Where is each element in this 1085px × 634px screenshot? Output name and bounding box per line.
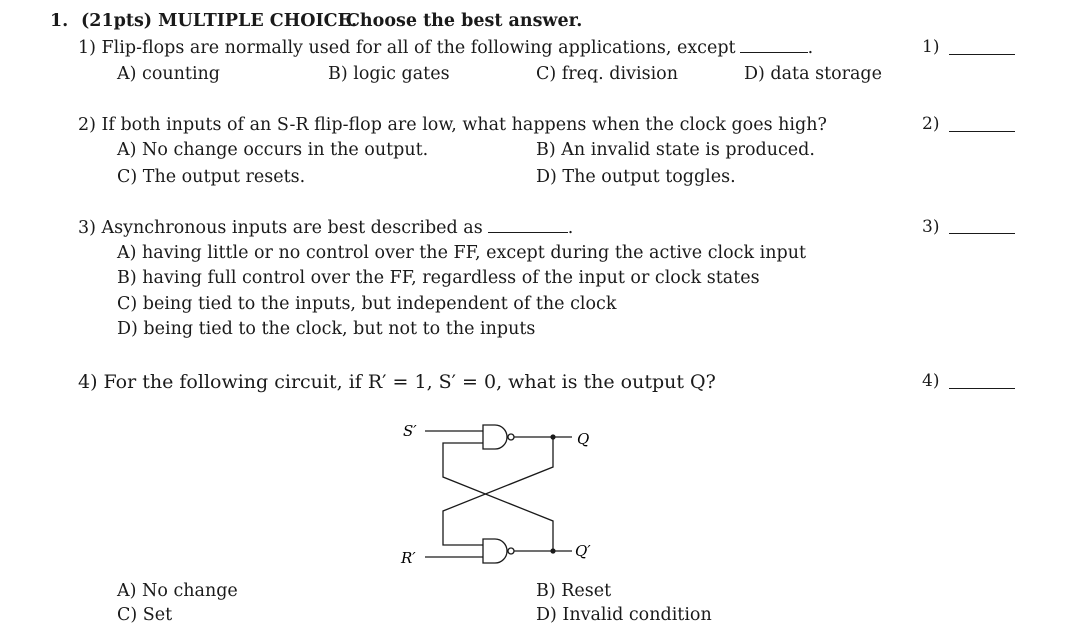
question-2-stem: 2) If both inputs of an S-R flip-flop are low, what happens when the clock goes high? xyxy=(78,115,827,135)
label-s-prime: S′ xyxy=(403,422,417,440)
nand-gate-bottom xyxy=(483,539,507,563)
question-2-option-a: A) No change occurs in the output. xyxy=(117,140,429,160)
question-4-option-d: D) Invalid condition xyxy=(536,605,712,625)
question-1-option-c: C) freq. division xyxy=(536,64,678,84)
question-1-stem-text: 1) Flip-flops are normally used for all of the following applications, except xyxy=(78,38,736,58)
question-1-option-a: A) counting xyxy=(117,64,221,84)
question-3-option-c: C) being tied to the inputs, but independent of the clock xyxy=(117,294,617,314)
answer-line-2[interactable] xyxy=(949,131,1015,132)
question-1-option-d: D) data storage xyxy=(744,64,882,84)
answer-line-1[interactable] xyxy=(949,54,1015,55)
question-1-stem-suffix: . xyxy=(807,38,814,58)
section-instruction: Choose the best answer. xyxy=(346,11,583,31)
label-q: Q xyxy=(577,430,590,448)
question-4-option-a: A) No change xyxy=(117,581,238,601)
answer-label-1: 1) xyxy=(922,37,940,57)
question-2-option-b: B) An invalid state is produced. xyxy=(536,140,815,160)
question-3-blank xyxy=(488,217,568,233)
answer-line-4[interactable] xyxy=(949,388,1015,389)
nand-gate-top xyxy=(483,425,507,449)
sr-latch-circuit xyxy=(395,415,615,580)
question-1-stem xyxy=(78,37,813,59)
wire-feedback-q xyxy=(443,437,553,545)
question-2-option-d: D) The output toggles. xyxy=(536,167,736,187)
junction-dot-bottom xyxy=(550,548,555,553)
question-4-option-b: B) Reset xyxy=(536,581,612,601)
junction-dot-top xyxy=(550,434,555,439)
question-3-option-b: B) having full control over the FF, regardless of the input or clock states xyxy=(117,268,760,288)
answer-label-3: 3) xyxy=(922,217,940,237)
question-3-stem-suffix: . xyxy=(567,218,574,238)
question-number: 1. xyxy=(50,11,69,31)
question-3-stem-text: 3) Asynchronous inputs are best described as xyxy=(78,218,483,238)
question-1-option-b: B) logic gates xyxy=(328,64,450,84)
question-4-stem: 4) For the following circuit, if R′ = 1, S′ = 0, what is the output Q? xyxy=(78,371,716,393)
wire-feedback-q-bar xyxy=(443,443,553,551)
question-1-blank xyxy=(740,37,808,53)
section-title: (21pts) MULTIPLE CHOICE. xyxy=(81,11,358,31)
question-2-option-c: C) The output resets. xyxy=(117,167,306,187)
inversion-bubble-top xyxy=(508,434,514,440)
label-q-prime: Q′ xyxy=(575,542,591,560)
inversion-bubble-bottom xyxy=(508,548,514,554)
question-4-option-c: C) Set xyxy=(117,605,173,625)
answer-label-2: 2) xyxy=(922,114,940,134)
question-3-option-d: D) being tied to the clock, but not to the inputs xyxy=(117,319,536,339)
question-3-stem xyxy=(78,217,573,239)
answer-label-4: 4) xyxy=(922,371,940,391)
answer-line-3[interactable] xyxy=(949,233,1015,234)
label-r-prime: R′ xyxy=(401,549,416,567)
question-3-option-a: A) having little or no control over the FF, except during the active clock input xyxy=(117,243,806,263)
